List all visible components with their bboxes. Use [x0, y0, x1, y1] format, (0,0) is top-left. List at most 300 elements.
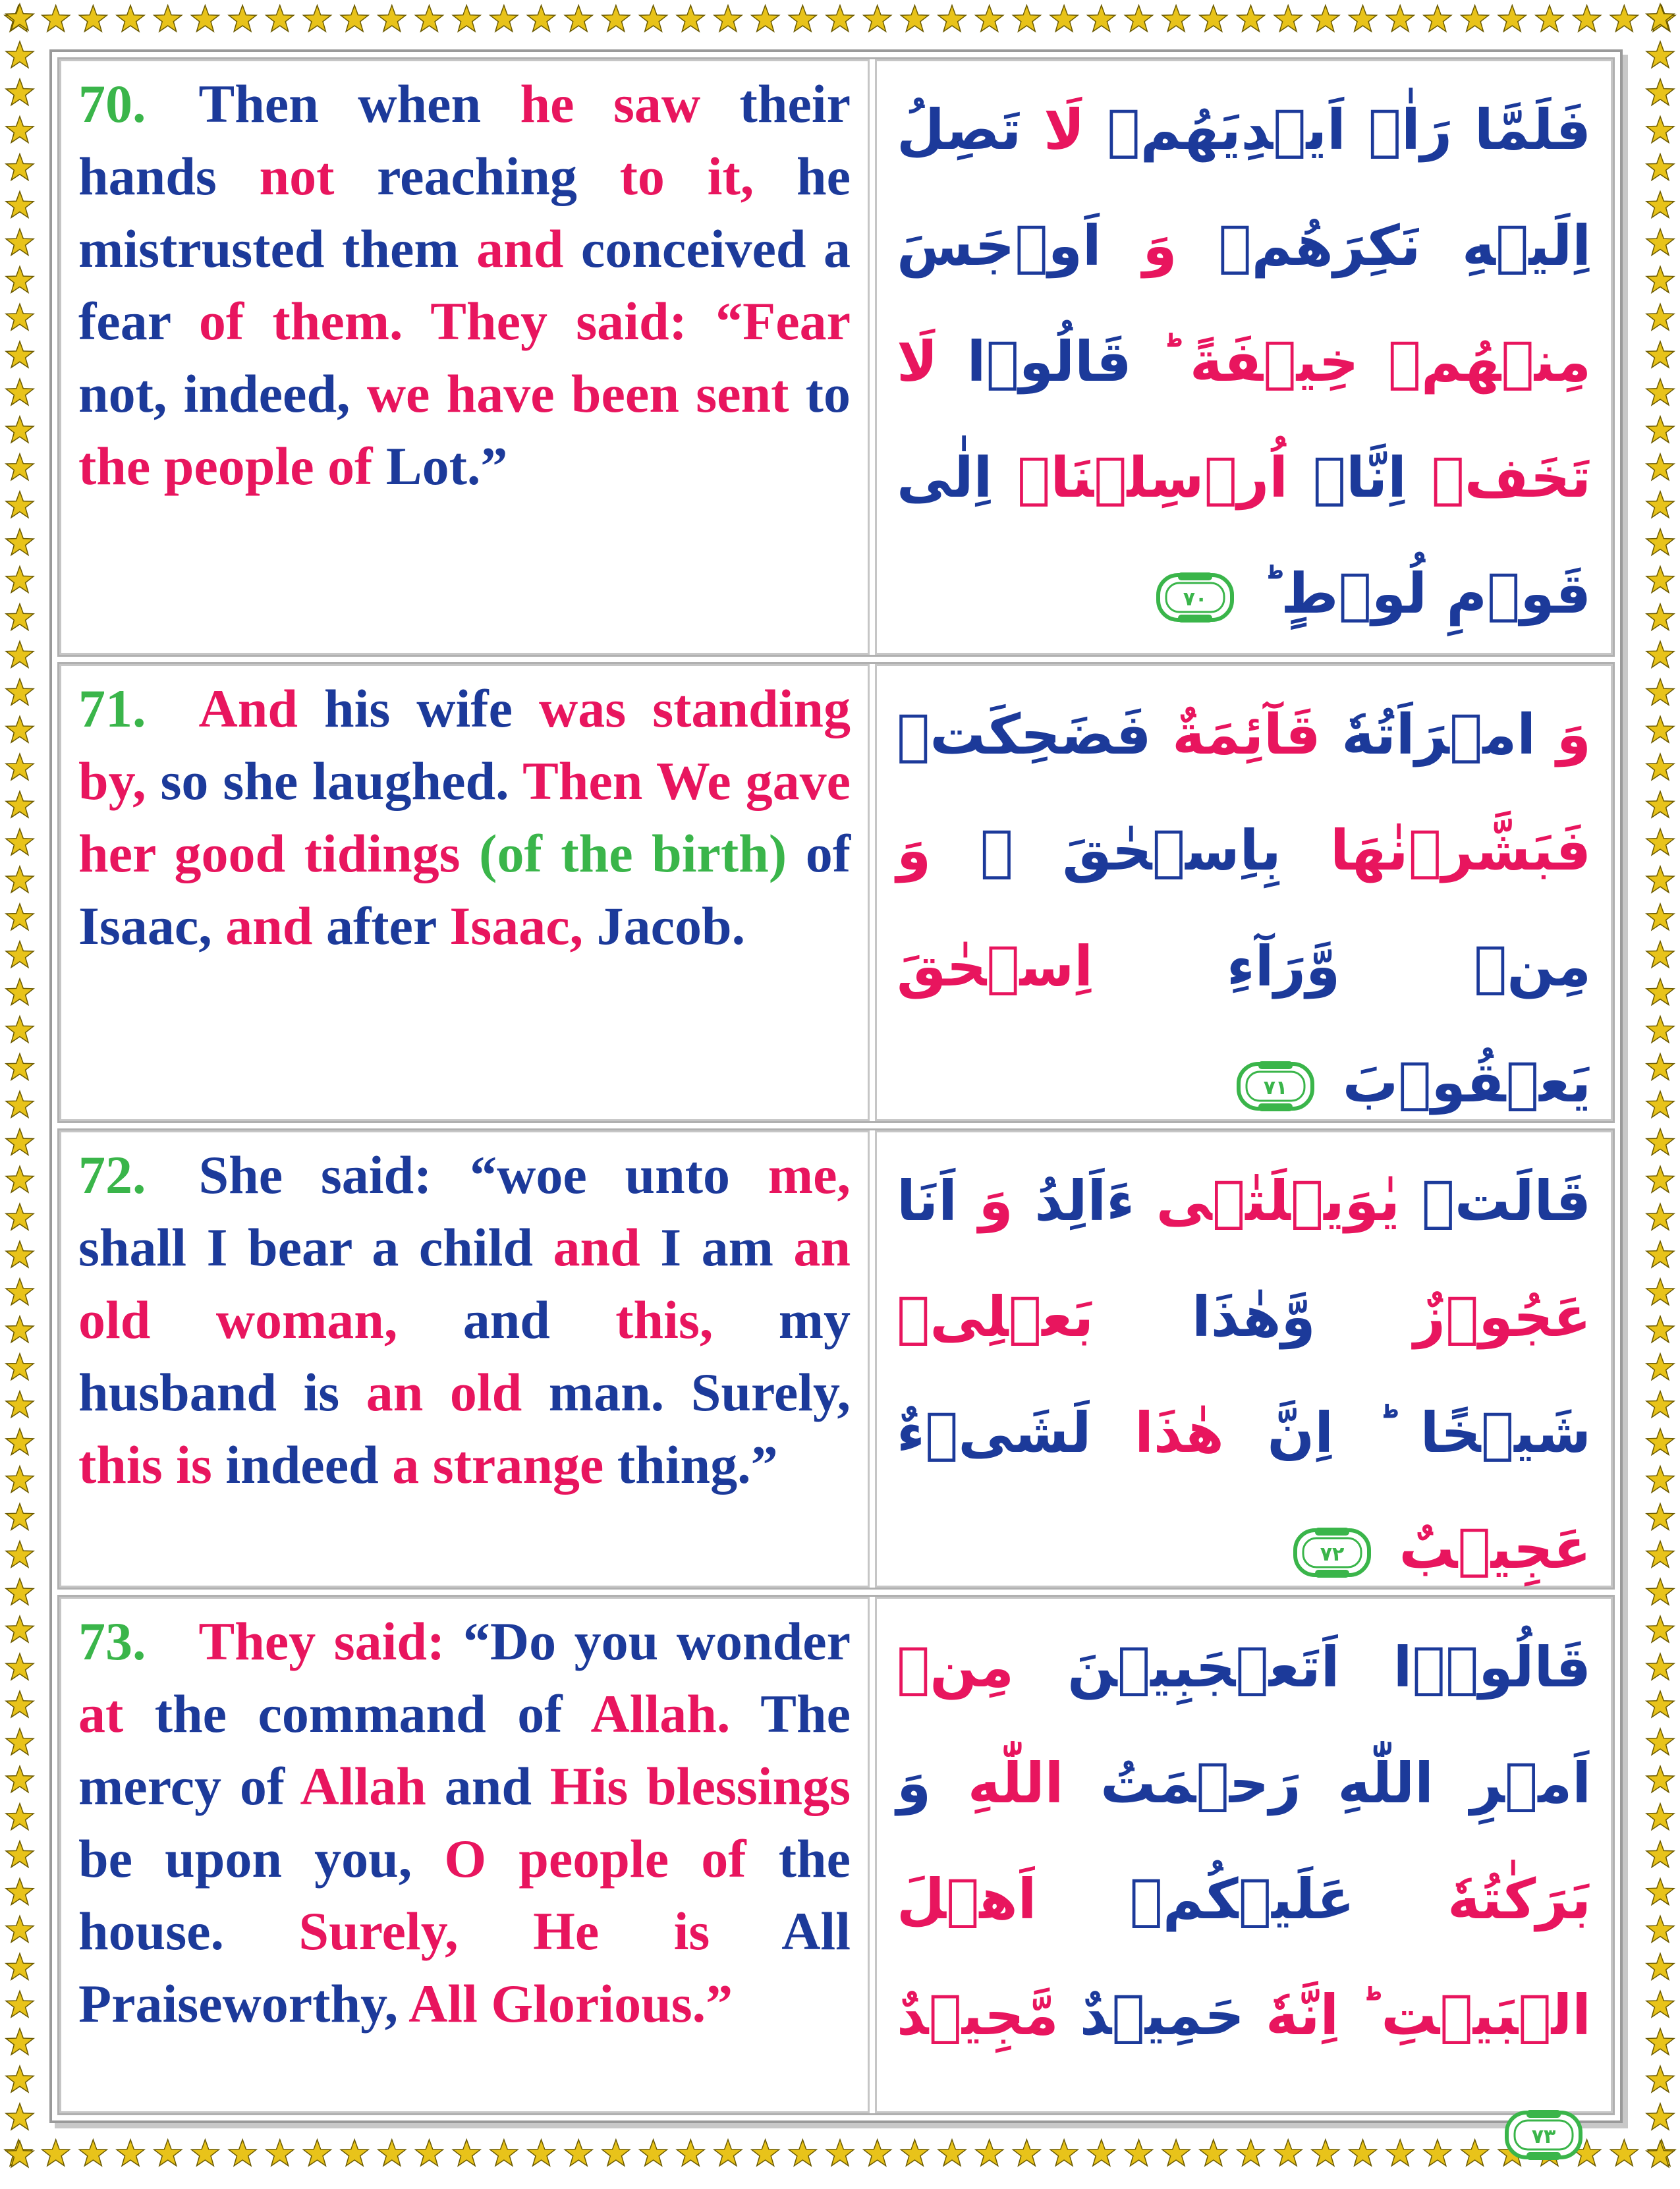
text-segment: وَ [897, 818, 932, 883]
text-segment: اِنَّاۤ [1288, 445, 1407, 510]
text-segment: قَالَتۡ [1399, 1169, 1591, 1233]
text-segment: Lot.” [372, 436, 508, 496]
star-icon [1237, 2140, 1265, 2166]
star-icon [1312, 2140, 1339, 2166]
star-icon [6, 491, 34, 518]
text-segment: “Fear [686, 291, 851, 351]
text-segment: لَا تَخَفۡ [897, 329, 1591, 510]
text-segment: we have been sent [366, 364, 789, 424]
ayah-number: ٧٠ [1183, 588, 1208, 611]
star-icon [6, 1991, 34, 2017]
star-icon [1646, 941, 1674, 968]
arabic-text-72 [875, 1130, 1613, 1588]
text-segment: my husband is [78, 1290, 851, 1422]
star-icon [1646, 1916, 1674, 1943]
text-segment: “Do you wonder [445, 1611, 851, 1671]
text-segment: Surely, He is [298, 1901, 710, 1961]
star-icon [1162, 5, 1190, 32]
star-icon [42, 5, 70, 32]
star-icon [6, 904, 34, 930]
text-segment: فَضَحِكَتۡ [897, 702, 1152, 767]
text-segment: the house. [78, 1829, 851, 1961]
star-icon [6, 117, 34, 143]
english-translation-70 [59, 59, 870, 655]
star-icon [266, 2140, 294, 2166]
star-icon [1646, 1804, 1674, 1830]
english-text [78, 1145, 851, 1495]
text-segment: All Glorious.” [408, 1974, 733, 2034]
star-icon [1646, 1841, 1674, 1868]
star-icon [6, 2028, 34, 2055]
star-icon [6, 1691, 34, 1717]
text-segment: اَمۡرِ اللّٰهِ [1301, 1751, 1591, 1815]
arabic-verse [897, 1169, 1591, 1581]
star-icon [1386, 2140, 1414, 2166]
star-icon [565, 5, 592, 32]
text-segment: اِسۡحٰقَ [897, 934, 1094, 999]
star-icon [1610, 5, 1638, 32]
star-icon [6, 1953, 34, 1980]
star-icon [677, 2140, 704, 2166]
star-icon [1646, 1128, 1674, 1155]
text-segment: بَرَكٰتُهٗ [1355, 1867, 1591, 1931]
star-icon [154, 2140, 182, 2166]
text-segment: یٰوَیۡلَتٰۤی [1134, 1169, 1400, 1233]
english-text [78, 679, 851, 956]
star-icon [1646, 1729, 1674, 1755]
text-segment: this is [78, 1435, 212, 1495]
star-icon [714, 2140, 742, 2166]
star-icon [752, 5, 779, 32]
star-icon [1088, 5, 1115, 32]
text-segment: اللّٰهِ [931, 1751, 1064, 1815]
text-segment: an old [366, 1362, 522, 1422]
star-icon [6, 716, 34, 742]
arabic-verse [897, 1635, 1591, 2047]
star-icon [6, 1316, 34, 1343]
star-icon [1646, 1429, 1674, 1455]
star-icon [1646, 2028, 1674, 2055]
text-segment: اَهۡلَ الۡبَیۡتِ ؕ [897, 1867, 1591, 2047]
text-segment: اَنَا [897, 1169, 957, 1233]
star-icon [1386, 5, 1414, 32]
star-icon [6, 1616, 34, 1642]
star-icon [1646, 1991, 1674, 2017]
text-segment: عَجِیۡبٌ [1399, 1516, 1591, 1581]
star-icon [1646, 567, 1674, 593]
star-icon [1646, 341, 1674, 368]
star-icon [1646, 1092, 1674, 1118]
star-icon [42, 2140, 70, 2166]
star-icon [1646, 754, 1674, 780]
ayah-end-marker-icon [1156, 571, 1235, 624]
star-icon [1646, 304, 1674, 330]
star-icon [1646, 1354, 1674, 1380]
star-icon [6, 979, 34, 1005]
verse-number: 71. [78, 679, 146, 738]
page-frame [49, 49, 1623, 2149]
star-icon [1200, 5, 1227, 32]
text-segment: وَ [1536, 702, 1591, 767]
star-icon [490, 2140, 518, 2166]
text-segment: thing.” [603, 1435, 778, 1495]
star-icon [677, 5, 704, 32]
star-icon [6, 829, 34, 855]
star-icon [1646, 1504, 1674, 1530]
star-icon [602, 5, 630, 32]
text-segment: Then when [198, 74, 520, 134]
text-segment: of them. They said: [198, 291, 687, 351]
star-icon [192, 5, 219, 32]
text-segment: اَوۡجَسَ [897, 213, 1102, 278]
star-icon [117, 5, 144, 32]
star-icon [1312, 5, 1339, 32]
text-segment: عَلَیۡكُمۡ [1036, 1867, 1355, 1931]
text-segment: وَ [1101, 213, 1177, 278]
star-icon [826, 2140, 854, 2166]
star-icon [1237, 5, 1265, 32]
star-icon [1646, 2141, 1674, 2167]
star-icon [6, 1653, 34, 1680]
star-icon [1274, 5, 1302, 32]
text-segment: I am [640, 1217, 794, 1277]
star-icon [6, 304, 34, 330]
ayah-number: ٧٢ [1320, 1543, 1345, 1566]
star-icon [453, 2140, 480, 2166]
star-icon [6, 1578, 34, 1605]
text-segment: and [476, 219, 564, 279]
star-border-right [1640, 0, 1680, 2174]
star-icon [192, 2140, 219, 2166]
text-segment: مَّجِیۡدٌ [897, 1983, 1059, 2047]
star-icon [6, 866, 34, 893]
star-icon [640, 5, 667, 32]
english-translation-73 [59, 1597, 870, 2113]
star-icon [1646, 529, 1674, 555]
text-segment: لَا [1021, 97, 1085, 162]
star-icon [528, 2140, 555, 2166]
text-segment: so she laughed. [146, 751, 509, 811]
verse-row-70 [57, 57, 1615, 657]
star-icon [1646, 1204, 1674, 1230]
text-segment: مِنۡ [1340, 934, 1591, 999]
star-icon [1646, 154, 1674, 180]
star-icon [6, 642, 34, 668]
star-icon [1646, 1054, 1674, 1080]
text-segment: (of the birth) [479, 823, 787, 883]
star-icon [6, 679, 34, 705]
star-icon [6, 454, 34, 480]
star-icon [6, 4, 34, 30]
star-icon [1050, 5, 1078, 32]
text-segment: shall I bear a child [78, 1217, 553, 1277]
star-icon [864, 5, 891, 32]
star-icon [640, 2140, 667, 2166]
star-icon [6, 1204, 34, 1230]
star-icon [1646, 866, 1674, 893]
text-segment: مِنۡهُمۡ [1358, 329, 1592, 394]
star-icon [901, 2140, 928, 2166]
verse-row-72 [57, 1128, 1615, 1590]
star-icon [1646, 1953, 1674, 1980]
arabic-text-70 [875, 59, 1613, 655]
star-icon [378, 5, 406, 32]
star-icon [1646, 1541, 1674, 1567]
star-icon [6, 1391, 34, 1418]
star-icon [1125, 2140, 1153, 2166]
verse-table [57, 57, 1615, 2149]
star-icon [6, 154, 34, 180]
star-icon [6, 1354, 34, 1380]
star-icon [1646, 1653, 1674, 1680]
arabic-verse [897, 97, 1591, 626]
star-icon [154, 5, 182, 32]
text-segment: وَ [957, 1169, 1013, 1233]
star-icon [6, 567, 34, 593]
star-icon [6, 229, 34, 256]
text-segment: She said: “woe unto [198, 1145, 768, 1205]
star-icon [1646, 2103, 1674, 2130]
english-text [78, 1611, 851, 2034]
arabic-text-73 [875, 1597, 1613, 2149]
text-segment: Allah. [590, 1684, 731, 1744]
text-segment: قَآئِمَةٌ [1151, 702, 1321, 767]
text-segment: the people of [78, 436, 373, 496]
text-segment: رَحۡمَتُ [1063, 1751, 1301, 1815]
star-icon [6, 1054, 34, 1080]
star-icon [6, 79, 34, 105]
ayah-number: ٧٣ [1531, 2125, 1556, 2149]
star-icon [1274, 2140, 1302, 2166]
star-icon [1646, 829, 1674, 855]
star-icon [304, 5, 331, 32]
arabic-text-71 [875, 664, 1613, 1121]
text-segment: strange [419, 1435, 604, 1495]
text-segment: بَعۡلِیۡ [897, 1285, 1094, 1349]
star-icon [1646, 379, 1674, 405]
text-segment: The mercy of [78, 1684, 851, 1816]
verse-number: 72. [78, 1145, 146, 1205]
star-icon [901, 5, 928, 32]
star-icon [1424, 2140, 1451, 2166]
text-segment: هٰذَا [1091, 1400, 1224, 1465]
verse-row-71 [57, 662, 1615, 1123]
star-icon [1498, 5, 1526, 32]
star-icon [826, 5, 854, 32]
star-icon [1646, 1316, 1674, 1343]
text-segment: a [392, 1435, 420, 1495]
text-segment: Allah [300, 1756, 426, 1816]
star-icon [1646, 454, 1674, 480]
text-segment: All Praiseworthy, [78, 1901, 851, 2034]
star-icon [1646, 1241, 1674, 1267]
star-icon [938, 2140, 966, 2166]
text-segment: لَشَیۡءٌ [897, 1400, 1092, 1465]
star-icon [79, 2140, 107, 2166]
star-icon [6, 1092, 34, 1118]
star-icon [266, 5, 294, 32]
text-segment: Then We gave her good tidings [78, 751, 851, 883]
star-icon [6, 1429, 34, 1455]
ayah-end-marker-icon [1504, 2109, 1583, 2161]
star-icon [1646, 1578, 1674, 1605]
star-icon [1162, 2140, 1190, 2166]
text-segment: وَّهٰذَا [1094, 1285, 1316, 1349]
star-icon [6, 791, 34, 817]
star-icon [6, 266, 34, 292]
star-icon [1646, 904, 1674, 930]
text-segment: حَمِیۡدٌ [1058, 1983, 1245, 2047]
star-border-top [0, 0, 1680, 40]
star-icon [1646, 1391, 1674, 1418]
ayah-end-marker-icon [1293, 1526, 1372, 1579]
star-icon [6, 1166, 34, 1192]
text-segment: Jacob. [583, 896, 746, 956]
text-segment: O people of [444, 1829, 746, 1889]
text-segment: ءَاَلِدُ [1013, 1169, 1135, 1233]
star-icon [6, 2066, 34, 2092]
star-icon [6, 1466, 34, 1493]
star-icon [79, 5, 107, 32]
star-icon [6, 2103, 34, 2130]
star-icon [1013, 2140, 1041, 2166]
verse-row-73 [57, 1595, 1615, 2149]
star-icon [6, 42, 34, 68]
star-icon [341, 5, 368, 32]
star-icon [6, 2141, 34, 2167]
text-segment: he mistrusted them [78, 146, 851, 279]
star-icon [1646, 1166, 1674, 1192]
star-icon [1349, 2140, 1377, 2166]
star-icon [378, 2140, 406, 2166]
star-icon [6, 1241, 34, 1267]
text-segment: قَالُوۡا [938, 329, 1132, 394]
star-icon [565, 2140, 592, 2166]
star-icon [6, 1766, 34, 1792]
star-icon [1646, 604, 1674, 630]
ayah-number: ٧١ [1264, 1076, 1288, 1100]
star-icon [1424, 5, 1451, 32]
english-translation-71 [59, 664, 870, 1121]
star-icon [976, 5, 1003, 32]
star-icon [602, 2140, 630, 2166]
star-icon [6, 1879, 34, 1905]
star-icon [6, 1016, 34, 1043]
star-icon [528, 5, 555, 32]
text-segment: اِلٰی قَوۡمِ [897, 445, 1591, 626]
text-segment: نَكِرَهُمۡ [1177, 213, 1421, 278]
star-icon [6, 1541, 34, 1567]
star-icon [1050, 2140, 1078, 2166]
star-icon [752, 2140, 779, 2166]
text-segment: and [397, 1290, 616, 1350]
text-segment: اَتَعۡجَبِیۡنَ [1014, 1635, 1340, 1700]
star-icon [1646, 642, 1674, 668]
star-icon [864, 2140, 891, 2166]
text-segment: reaching [334, 146, 620, 206]
text-segment: he saw [520, 74, 701, 134]
text-segment: and [225, 896, 313, 956]
ayah-end-marker-icon [1236, 1060, 1315, 1113]
arabic-verse [897, 702, 1591, 1115]
star-icon [1610, 2140, 1638, 2166]
star-icon [1200, 2140, 1227, 2166]
star-icon [229, 2140, 256, 2166]
text-segment: اِنَّهٗ [1244, 1983, 1339, 2047]
text-segment: me, [768, 1145, 851, 1205]
star-icon [6, 941, 34, 968]
star-icon [117, 2140, 144, 2166]
text-segment: and [426, 1756, 550, 1816]
star-border-bottom [0, 2134, 1680, 2174]
verse-number: 73. [78, 1611, 146, 1671]
star-icon [1646, 716, 1674, 742]
text-segment: at [78, 1684, 124, 1744]
star-icon [6, 192, 34, 218]
text-segment: an old woman, [78, 1217, 851, 1350]
star-icon [1646, 679, 1674, 705]
star-icon [6, 604, 34, 630]
star-icon [416, 5, 443, 32]
star-icon [714, 5, 742, 32]
text-segment: امۡرَاَتُهٗ [1320, 702, 1536, 767]
text-segment: بِاِسۡحٰقَ ۙ [931, 818, 1281, 883]
star-icon [1573, 5, 1601, 32]
star-icon [1646, 1466, 1674, 1493]
text-segment: تَصِلُ اِلَیۡهِ [897, 97, 1591, 278]
text-segment: their hands [78, 74, 851, 206]
text-segment: And [198, 679, 298, 738]
star-icon [6, 1804, 34, 1830]
text-segment: not [259, 146, 335, 206]
star-icon [6, 1279, 34, 1305]
star-icon [1646, 791, 1674, 817]
star-icon [1646, 491, 1674, 518]
text-segment: to [789, 364, 851, 424]
english-translation-72 [59, 1130, 870, 1588]
star-icon [6, 529, 34, 555]
text-segment: Isaac, [449, 896, 584, 956]
star-icon [229, 5, 256, 32]
star-icon [1646, 192, 1674, 218]
verse-number: 70. [78, 74, 146, 134]
star-icon [6, 341, 34, 368]
text-segment: His blessings [549, 1756, 851, 1816]
text-segment: be upon you, [78, 1829, 445, 1889]
star-icon [1646, 1766, 1674, 1792]
text-segment: اِنَّ [1223, 1400, 1334, 1465]
star-icon [1013, 5, 1041, 32]
star-icon [1646, 42, 1674, 68]
star-icon [1646, 979, 1674, 1005]
star-icon [1646, 1279, 1674, 1305]
star-icon [6, 416, 34, 443]
star-icon [6, 1841, 34, 1868]
star-icon [453, 5, 480, 32]
star-icon [490, 5, 518, 32]
text-segment: وَّرَآءِ [1093, 934, 1341, 999]
star-icon [6, 379, 34, 405]
text-segment: to it, [619, 146, 754, 206]
text-segment: یَعۡقُوۡبَ [1342, 1050, 1591, 1115]
text-segment: of Isaac, [78, 823, 851, 956]
star-icon [6, 1729, 34, 1755]
star-icon [1088, 2140, 1115, 2166]
text-segment: وَ [897, 1751, 932, 1815]
star-icon [6, 1128, 34, 1155]
star-icon [1646, 117, 1674, 143]
star-icon [6, 1916, 34, 1943]
